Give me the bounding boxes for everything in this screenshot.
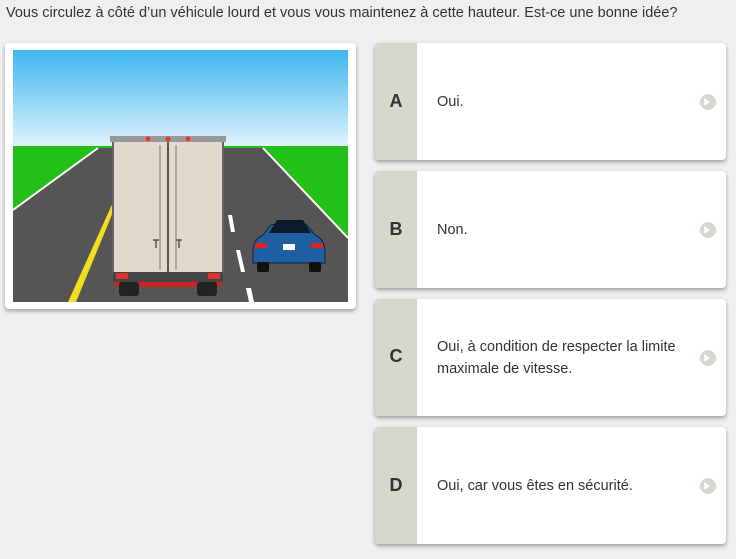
answer-option-a[interactable] <box>375 43 726 160</box>
chevron-right-circle-icon <box>700 222 716 238</box>
answer-letter-c: C <box>389 346 403 366</box>
answer-text-b: Non. <box>437 222 468 238</box>
answer-text-a: Oui. <box>437 94 464 110</box>
question-text: Vous circulez à côté d’un véhicule lourd et vous vous maintenez à cette hauteur. Est-ce une bonne idée? <box>6 5 678 21</box>
answer-letter-d: D <box>389 475 403 495</box>
answer-option-c[interactable] <box>375 299 726 416</box>
chevron-right-circle-icon <box>700 478 716 494</box>
answer-letter-a: A <box>389 91 403 111</box>
answer-option-b[interactable] <box>375 171 726 288</box>
truck-road-illustration <box>13 50 348 302</box>
chevron-right-circle-icon <box>700 350 716 366</box>
answer-text-d: Oui, car vous êtes en sécurité. <box>437 478 633 494</box>
chevron-right-circle-icon <box>700 94 716 110</box>
answer-option-d[interactable] <box>375 427 726 544</box>
question-image-card <box>5 43 356 309</box>
answer-letter-b: B <box>389 219 403 239</box>
answer-text-c: Oui, à condition de respecter la limite maximale de vitesse. <box>437 339 676 377</box>
